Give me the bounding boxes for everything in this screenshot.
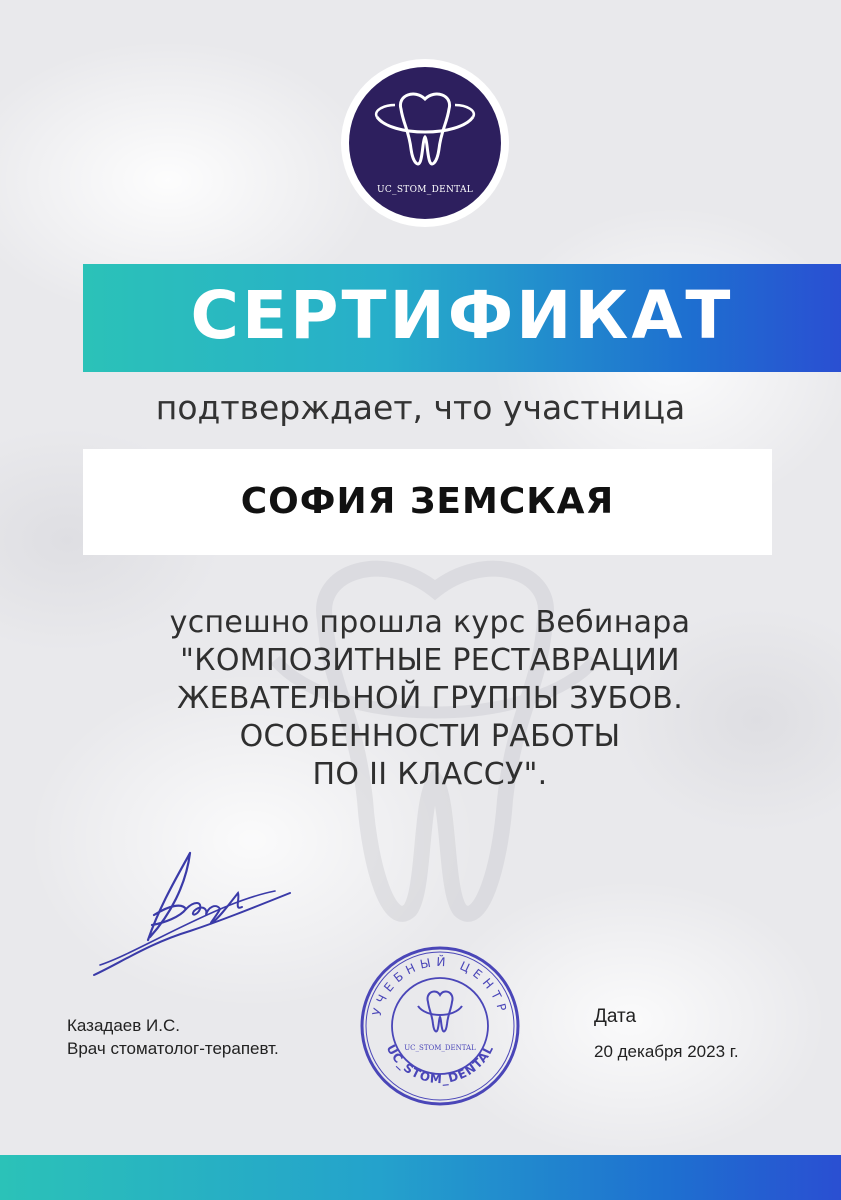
course-description bbox=[100, 604, 760, 794]
signer-block bbox=[67, 1014, 279, 1060]
signer-name: Казадаев И.С. bbox=[67, 1016, 180, 1035]
bottom-accent-bar bbox=[0, 1155, 841, 1200]
stamp-ring-text: УЧЕБНЫЙ ЦЕНТР bbox=[369, 954, 511, 1018]
tooth-logo-icon bbox=[373, 87, 477, 177]
handwritten-signature bbox=[90, 845, 300, 985]
stamp-inner-text: UC_STOM_DENTAL bbox=[404, 1044, 476, 1052]
date-label: Дата bbox=[594, 1006, 637, 1027]
brand-logo bbox=[341, 59, 509, 227]
svg-text:УЧЕБНЫЙ ЦЕНТР bbox=[370, 954, 510, 1018]
official-stamp bbox=[358, 944, 522, 1108]
course-line: ОСОБЕННОСТИ РАБОТЫ bbox=[239, 719, 621, 754]
certificate-title: СЕРТИФИКАТ bbox=[190, 277, 734, 354]
stamp-bottom-text: UC_STOM_DENTAL bbox=[383, 1042, 497, 1087]
recipient-name-box bbox=[83, 449, 772, 555]
course-line: успешно прошла курс Вебинара bbox=[169, 605, 691, 640]
stamp-tooth-icon bbox=[418, 991, 462, 1031]
title-banner bbox=[83, 264, 841, 372]
course-line: ПО II КЛАССУ". bbox=[312, 757, 548, 792]
certificate-subtitle: подтверждает, что участница bbox=[155, 388, 686, 427]
date-block bbox=[594, 1006, 739, 1062]
date-value: 20 декабря 2023 г. bbox=[594, 1042, 739, 1061]
course-line: ЖЕВАТЕЛЬНОЙ ГРУППЫ ЗУБОВ. bbox=[176, 681, 684, 716]
course-line: "КОМПОЗИТНЫЕ РЕСТАВРАЦИИ bbox=[180, 643, 680, 678]
logo-badge bbox=[349, 67, 501, 219]
signer-title: Врач стоматолог-терапевт. bbox=[67, 1039, 279, 1058]
recipient-name: СОФИЯ ЗЕМСКАЯ bbox=[240, 481, 615, 522]
logo-brand-text: UC_STOM_DENTAL bbox=[376, 185, 474, 195]
